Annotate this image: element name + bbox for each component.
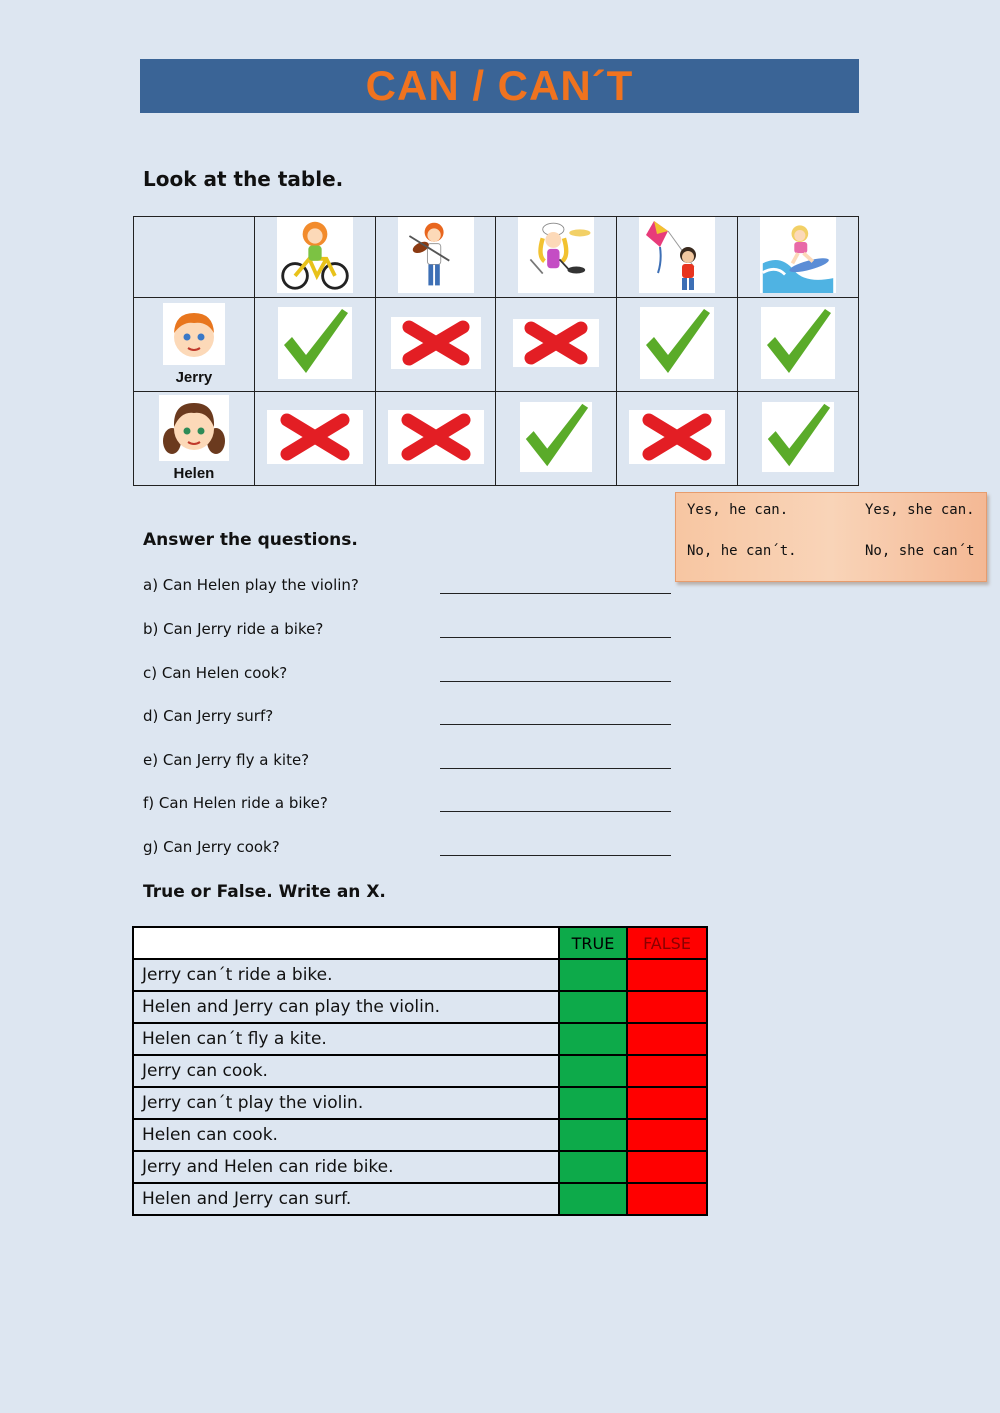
- person-cell: [134, 392, 255, 486]
- tf-row: [133, 991, 707, 1023]
- tf-row: [133, 1183, 707, 1215]
- tf-header-blank: [133, 927, 559, 959]
- activity-cell: [375, 217, 496, 298]
- true-false-heading: True or False. Write an X.: [143, 882, 386, 902]
- answer-yes-she: Yes, she can.: [865, 502, 975, 518]
- false-cell[interactable]: [627, 1183, 707, 1215]
- tf-row: [133, 959, 707, 991]
- tf-statement: Jerry and Helen can ride bike.: [133, 1151, 559, 1183]
- girl-riding-bike-icon: [277, 217, 353, 293]
- boy-playing-violin-icon: [398, 217, 474, 293]
- person-name: Helen: [173, 465, 215, 482]
- answer-no-she: No, she can´t: [865, 543, 975, 559]
- question-d: d) Can Jerry surf?: [143, 707, 274, 725]
- false-cell[interactable]: [627, 1151, 707, 1183]
- answer-line-f[interactable]: [440, 811, 671, 812]
- person-row-jerry: [134, 298, 859, 392]
- tf-statement: Helen and Jerry can surf.: [133, 1183, 559, 1215]
- check-icon: [761, 307, 835, 379]
- mark-cell: [375, 392, 496, 486]
- check-icon: [640, 307, 714, 379]
- false-cell[interactable]: [627, 959, 707, 991]
- tf-statement: Helen and Jerry can play the violin.: [133, 991, 559, 1023]
- tf-row: [133, 1151, 707, 1183]
- question-f: f) Can Helen ride a bike?: [143, 794, 328, 812]
- corner-cell: [134, 217, 255, 298]
- false-column-header: FALSE: [627, 927, 707, 959]
- true-false-table: [132, 926, 708, 1216]
- activity-cell: [617, 217, 738, 298]
- false-cell[interactable]: [627, 991, 707, 1023]
- answer-line-a[interactable]: [440, 593, 671, 594]
- true-column-header: TRUE: [559, 927, 627, 959]
- check-icon: [762, 401, 834, 473]
- cross-icon: [629, 410, 725, 464]
- boy-face-icon: [163, 303, 225, 365]
- true-cell[interactable]: [559, 1023, 627, 1055]
- mark-cell: [617, 298, 738, 392]
- answer-line-g[interactable]: [440, 855, 671, 856]
- tf-statement: Helen can cook.: [133, 1119, 559, 1151]
- true-cell[interactable]: [559, 991, 627, 1023]
- question-g: g) Can Jerry cook?: [143, 838, 280, 856]
- true-cell[interactable]: [559, 1087, 627, 1119]
- mark-cell: [738, 392, 859, 486]
- check-icon: [278, 307, 352, 379]
- cross-icon: [267, 410, 363, 464]
- question-c: c) Can Helen cook?: [143, 664, 288, 682]
- person-row-helen: [134, 392, 859, 486]
- boy-flying-kite-icon: [639, 217, 715, 293]
- girl-cooking-icon: [518, 217, 594, 293]
- mark-cell: [496, 298, 617, 392]
- look-heading: Look at the table.: [143, 167, 344, 191]
- true-cell[interactable]: [559, 1151, 627, 1183]
- check-icon: [520, 401, 592, 473]
- mark-cell: [375, 298, 496, 392]
- tf-row: [133, 1087, 707, 1119]
- tf-header-row: [133, 927, 707, 959]
- girl-face-icon: [159, 395, 229, 461]
- activity-cell: [254, 217, 375, 298]
- tf-statement: Jerry can´t play the violin.: [133, 1087, 559, 1119]
- false-cell[interactable]: [627, 1023, 707, 1055]
- mark-cell: [738, 298, 859, 392]
- question-a: a) Can Helen play the violin?: [143, 576, 359, 594]
- person-cell: [134, 298, 255, 392]
- tf-row: [133, 1023, 707, 1055]
- cross-icon: [388, 410, 484, 464]
- mark-cell: [254, 392, 375, 486]
- mark-cell: [496, 392, 617, 486]
- activity-cell: [738, 217, 859, 298]
- false-cell[interactable]: [627, 1055, 707, 1087]
- false-cell[interactable]: [627, 1087, 707, 1119]
- mark-cell: [617, 392, 738, 486]
- answer-line-b[interactable]: [440, 637, 671, 638]
- question-b: b) Can Jerry ride a bike?: [143, 620, 324, 638]
- page-title: CAN / CAN´T: [365, 62, 634, 109]
- true-cell[interactable]: [559, 1119, 627, 1151]
- mark-cell: [254, 298, 375, 392]
- answer-line-e[interactable]: [440, 768, 671, 769]
- cross-icon: [391, 317, 481, 369]
- cross-icon: [513, 319, 599, 367]
- answer-line-d[interactable]: [440, 724, 671, 725]
- tf-statement: Jerry can cook.: [133, 1055, 559, 1087]
- answer-heading: Answer the questions.: [143, 530, 358, 550]
- activities-row: [134, 217, 859, 298]
- girl-surfing-icon: [760, 217, 836, 293]
- title-banner: [140, 59, 859, 113]
- answer-no-he: No, he can´t.: [687, 543, 797, 559]
- true-cell[interactable]: [559, 1055, 627, 1087]
- answer-options-box: [675, 492, 987, 582]
- true-cell[interactable]: [559, 1183, 627, 1215]
- answer-line-c[interactable]: [440, 681, 671, 682]
- true-cell[interactable]: [559, 959, 627, 991]
- answer-yes-he: Yes, he can.: [687, 502, 789, 518]
- abilities-table: [133, 216, 859, 486]
- tf-row: [133, 1119, 707, 1151]
- tf-row: [133, 1055, 707, 1087]
- tf-statement: Helen can´t fly a kite.: [133, 1023, 559, 1055]
- tf-statement: Jerry can´t ride a bike.: [133, 959, 559, 991]
- false-cell[interactable]: [627, 1119, 707, 1151]
- person-name: Jerry: [175, 369, 213, 386]
- question-e: e) Can Jerry fly a kite?: [143, 751, 310, 769]
- activity-cell: [496, 217, 617, 298]
